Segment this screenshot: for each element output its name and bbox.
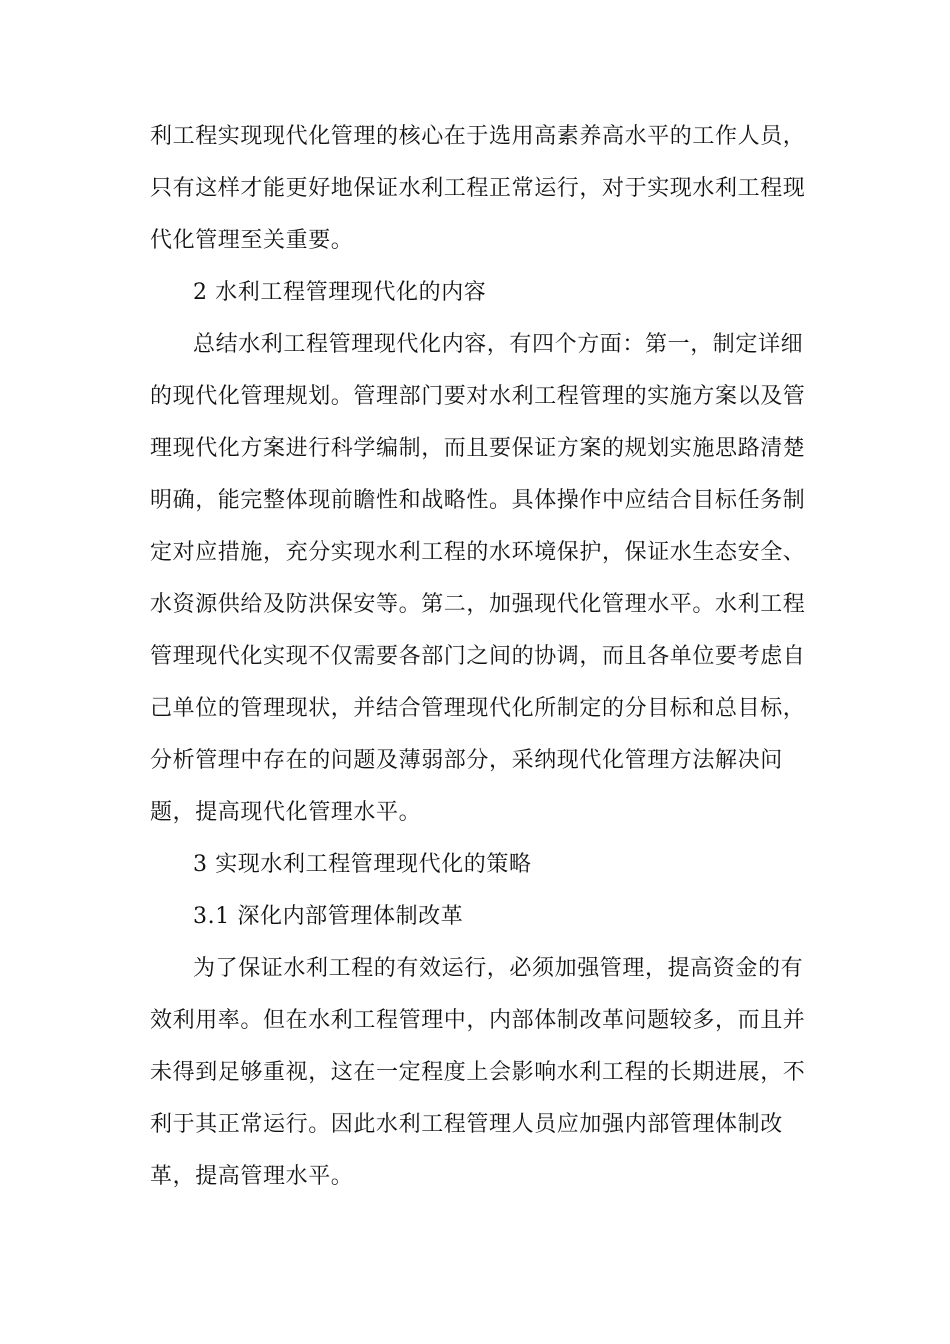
paragraph-line: 管理现代化实现不仅需要各部门之间的协调，而且各单位要考虑自 xyxy=(150,644,806,669)
paragraph-line: 的现代化管理规划。管理部门要对水利工程管理的实施方案以及管 xyxy=(150,384,806,409)
paragraph-line: 题，提高现代化管理水平。 xyxy=(150,800,422,825)
section-heading-3-1: 3.1 深化内部管理体制改革 xyxy=(193,904,464,929)
paragraph-line: 未得到足够重视，这在一定程度上会影响水利工程的长期进展，不 xyxy=(150,1060,806,1085)
paragraph-line: 总结水利工程管理现代化内容，有四个方面：第一，制定详细 xyxy=(193,332,804,357)
paragraph-line: 只有这样才能更好地保证水利工程正常运行，对于实现水利工程现 xyxy=(150,176,806,201)
paragraph-line: 分析管理中存在的问题及薄弱部分，采纳现代化管理方法解决问 xyxy=(150,748,783,773)
section-heading-2: 2 水利工程管理现代化的内容 xyxy=(193,280,487,305)
paragraph-line: 己单位的管理现状，并结合管理现代化所制定的分目标和总目标， xyxy=(150,696,806,721)
paragraph-line: 效利用率。但在水利工程管理中，内部体制改革问题较多，而且并 xyxy=(150,1008,806,1033)
paragraph-line: 利工程实现现代化管理的核心在于选用高素养高水平的工作人员， xyxy=(150,124,806,149)
paragraph-line: 明确，能完整体现前瞻性和战略性。具体操作中应结合目标任务制 xyxy=(150,488,806,513)
paragraph-line: 利于其正常运行。因此水利工程管理人员应加强内部管理体制改 xyxy=(150,1112,783,1137)
paragraph-line: 理现代化方案进行科学编制，而且要保证方案的规划实施思路清楚 xyxy=(150,436,806,461)
paragraph-line: 代化管理至关重要。 xyxy=(150,228,354,253)
paragraph-line: 定对应措施，充分实现水利工程的水环境保护，保证水生态安全、 xyxy=(150,540,806,565)
paragraph-line: 水资源供给及防洪保安等。第二，加强现代化管理水平。水利工程 xyxy=(150,592,806,617)
section-heading-3: 3 实现水利工程管理现代化的策略 xyxy=(193,852,532,877)
paragraph-line: 为了保证水利工程的有效运行，必须加强管理，提高资金的有 xyxy=(193,956,804,981)
paragraph-line: 革，提高管理水平。 xyxy=(150,1164,354,1189)
